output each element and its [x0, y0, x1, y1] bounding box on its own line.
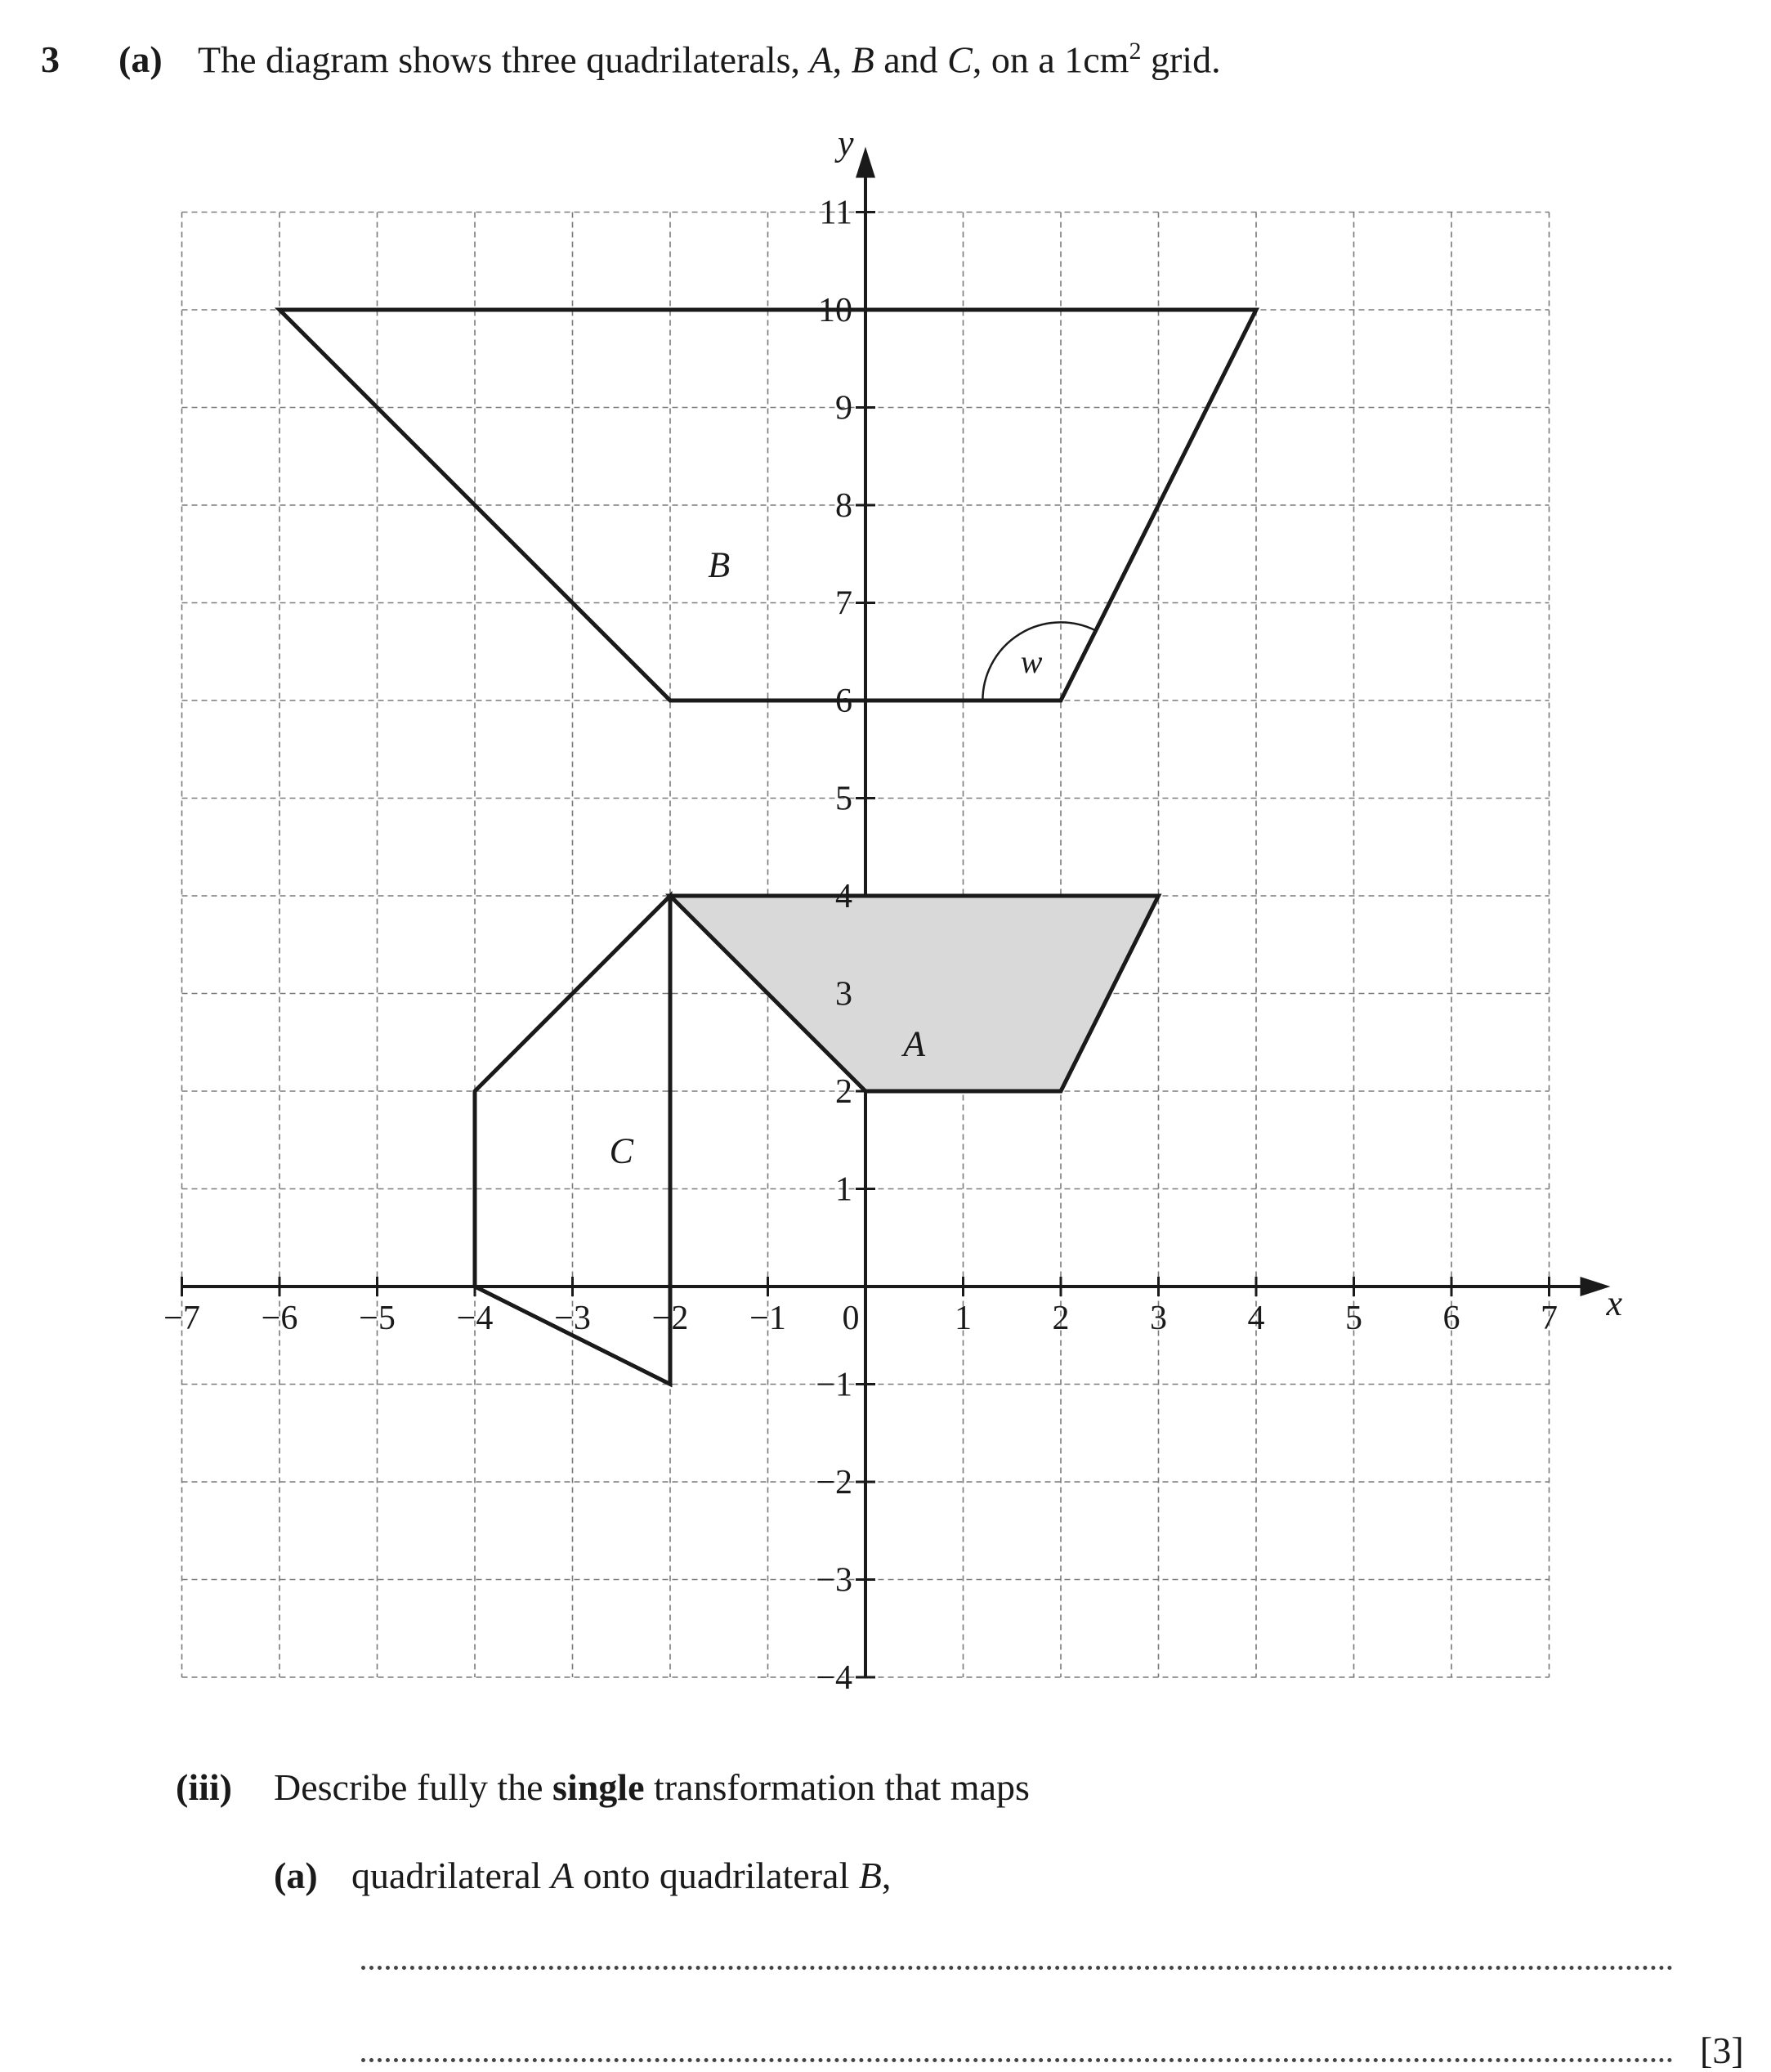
question-intro-text: The diagram shows three quadrilaterals, [198, 38, 801, 81]
y-tick-label: 4 [835, 878, 852, 915]
and-word: and [883, 38, 938, 81]
shape-label-c: C [609, 1130, 633, 1171]
angle-label-w: w [1020, 643, 1043, 681]
y-tick-label: −4 [816, 1659, 852, 1697]
item-end: , [881, 1855, 892, 1896]
y-tick-label: 1 [835, 1170, 852, 1209]
x-tick-label: −4 [456, 1300, 494, 1337]
y-tick-label: −3 [816, 1561, 852, 1600]
x-tick-label: −5 [359, 1300, 396, 1337]
y-tick-label: 6 [835, 682, 852, 720]
comma: , [832, 38, 843, 81]
item-text [351, 1854, 891, 1897]
y-tick-label: 10 [818, 292, 852, 329]
question-part-label: (a) [119, 38, 163, 80]
subpart-text [274, 1765, 1030, 1809]
x-tick-label: −2 [651, 1300, 689, 1337]
on-a-grid-text: , on a 1cm [972, 38, 1129, 81]
y-tick-label: 5 [835, 780, 852, 818]
x-tick-label: 2 [1052, 1300, 1070, 1337]
x-tick-label: −3 [554, 1300, 591, 1337]
subpart-text-before: Describe fully the [274, 1766, 543, 1808]
y-tick-label: −2 [816, 1464, 852, 1501]
marks-label: [3] [1700, 2029, 1744, 2071]
shape-label-a: A [903, 1023, 926, 1064]
squared-superscript: 2 [1129, 38, 1142, 65]
item-shape-b: B [858, 1855, 882, 1896]
x-tick-label: −7 [163, 1300, 200, 1337]
subpart-bold-word: single [552, 1766, 645, 1808]
shape-b-ref: B [851, 38, 874, 81]
question-number: 3 [41, 38, 60, 80]
item-text1: quadrilateral [351, 1855, 542, 1896]
y-tick-label: 11 [819, 194, 852, 232]
x-tick-label: −1 [749, 1300, 786, 1337]
subpart-label: (iii) [176, 1766, 232, 1808]
item-shape-a: A [550, 1855, 575, 1896]
x-tick-label: 7 [1541, 1300, 1558, 1337]
item-text2: onto quadrilateral [583, 1855, 850, 1896]
x-tick-label: 0 [842, 1300, 860, 1337]
x-tick-label: −6 [261, 1300, 298, 1337]
quadrilateral-b [280, 310, 1256, 700]
y-tick-label: 8 [835, 487, 852, 525]
answer-line-1[interactable] [361, 1966, 1673, 1970]
y-axis-arrow-icon [856, 147, 875, 178]
y-tick-label: 2 [835, 1073, 852, 1111]
item-label: (a) [274, 1855, 318, 1896]
x-tick-label: 1 [955, 1300, 972, 1337]
subpart-text-after: transformation that maps [654, 1766, 1030, 1808]
y-axis-title: y [838, 123, 854, 163]
shape-a-ref: A [809, 38, 833, 81]
y-tick-label: −1 [816, 1366, 852, 1404]
x-tick-label: 5 [1345, 1300, 1362, 1337]
y-tick-label: 3 [835, 975, 852, 1014]
x-tick-label: 3 [1150, 1300, 1167, 1337]
grid-word: grid. [1150, 38, 1221, 81]
y-tick-label: 7 [835, 584, 852, 623]
shape-c-ref: C [947, 38, 973, 81]
answer-line-2[interactable] [361, 2058, 1673, 2062]
x-axis-title: x [1606, 1283, 1623, 1323]
x-tick-label: 6 [1442, 1300, 1460, 1337]
y-tick-label: 9 [835, 389, 852, 427]
x-tick-label: 4 [1247, 1300, 1265, 1337]
shape-label-b: B [708, 544, 731, 585]
